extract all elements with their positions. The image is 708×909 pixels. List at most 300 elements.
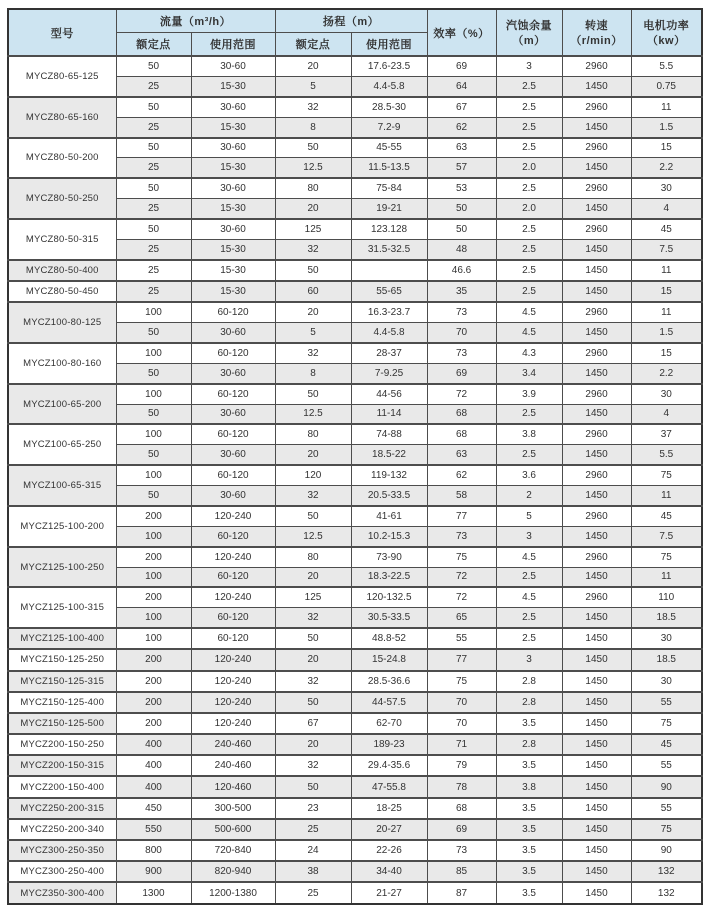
power-cell: 0.75	[631, 76, 702, 96]
flow-rated-cell: 50	[116, 404, 191, 424]
power-cell: 5.5	[631, 56, 702, 76]
head-range-cell: 41-61	[351, 506, 427, 526]
efficiency-cell: 65	[427, 608, 496, 628]
head-range-cell: 11-14	[351, 404, 427, 424]
flow-range-cell: 120-240	[191, 547, 275, 567]
flow-rated-cell: 25	[116, 239, 191, 259]
flow-rated-cell: 100	[116, 465, 191, 485]
efficiency-cell: 50	[427, 219, 496, 239]
npsh-cell: 3	[496, 56, 562, 76]
head-rated-cell: 12.5	[275, 158, 351, 178]
efficiency-cell: 70	[427, 713, 496, 734]
npsh-cell: 2.8	[496, 692, 562, 713]
power-cell: 1.5	[631, 323, 702, 343]
power-cell: 5.5	[631, 445, 702, 465]
efficiency-cell: 68	[427, 424, 496, 444]
table-row	[8, 97, 702, 117]
flow-rated-cell: 200	[116, 713, 191, 734]
table-row	[8, 384, 702, 404]
header-head-range: 使用范围	[351, 33, 427, 57]
table-row	[8, 840, 702, 861]
power-cell: 11	[631, 567, 702, 587]
head-rated-cell: 23	[275, 798, 351, 819]
speed-cell: 1450	[562, 281, 631, 302]
head-rated-cell: 50	[275, 506, 351, 526]
speed-cell: 1450	[562, 76, 631, 96]
npsh-cell: 3.6	[496, 465, 562, 485]
speed-cell: 1450	[562, 567, 631, 587]
head-rated-cell: 60	[275, 281, 351, 302]
head-range-cell: 7-9.25	[351, 363, 427, 383]
speed-cell: 2960	[562, 424, 631, 444]
speed-cell: 1450	[562, 404, 631, 424]
head-rated-cell: 80	[275, 178, 351, 198]
speed-cell: 1450	[562, 363, 631, 383]
efficiency-cell: 85	[427, 861, 496, 882]
table-row	[8, 138, 702, 158]
table-row	[8, 506, 702, 526]
npsh-cell: 3.5	[496, 755, 562, 776]
flow-rated-cell: 50	[116, 97, 191, 117]
power-cell: 30	[631, 384, 702, 404]
head-rated-cell: 32	[275, 239, 351, 259]
efficiency-cell: 72	[427, 567, 496, 587]
power-cell: 90	[631, 776, 702, 797]
head-range-cell: 28.5-30	[351, 97, 427, 117]
power-cell: 110	[631, 587, 702, 607]
flow-range-cell: 60-120	[191, 424, 275, 444]
table-row	[8, 798, 702, 819]
power-cell: 15	[631, 138, 702, 158]
head-rated-cell: 80	[275, 547, 351, 567]
flow-rated-cell: 50	[116, 363, 191, 383]
flow-range-cell: 15-30	[191, 76, 275, 96]
head-rated-cell: 8	[275, 117, 351, 137]
model-cell: MYCZ125-100-250	[8, 547, 116, 588]
power-cell: 7.5	[631, 526, 702, 546]
model-cell: MYCZ150-125-500	[8, 713, 116, 734]
speed-cell: 2960	[562, 465, 631, 485]
npsh-cell: 2	[496, 486, 562, 506]
efficiency-cell: 75	[427, 547, 496, 567]
flow-range-cell: 500-600	[191, 819, 275, 840]
flow-range-cell: 820-940	[191, 861, 275, 882]
head-range-cell: 10.2-15.3	[351, 526, 427, 546]
efficiency-cell: 48	[427, 239, 496, 259]
head-range-cell: 22-26	[351, 840, 427, 861]
npsh-cell: 2.0	[496, 158, 562, 178]
efficiency-cell: 71	[427, 734, 496, 755]
head-rated-cell: 80	[275, 424, 351, 444]
npsh-cell: 4.5	[496, 302, 562, 322]
header-head-group: 扬程（m）	[275, 9, 427, 33]
efficiency-cell: 64	[427, 76, 496, 96]
speed-cell: 1450	[562, 649, 631, 670]
model-cell: MYCZ80-50-200	[8, 138, 116, 179]
table-row	[8, 56, 702, 76]
table-row	[8, 882, 702, 904]
speed-cell: 1450	[562, 117, 631, 137]
model-cell: MYCZ80-50-315	[8, 219, 116, 260]
table-row	[8, 343, 702, 363]
head-range-cell: 17.6-23.5	[351, 56, 427, 76]
flow-rated-cell: 400	[116, 734, 191, 755]
flow-rated-cell: 450	[116, 798, 191, 819]
header-efficiency: 效率（%）	[427, 9, 496, 56]
flow-range-cell: 60-120	[191, 628, 275, 649]
efficiency-cell: 55	[427, 628, 496, 649]
model-cell: MYCZ100-80-125	[8, 302, 116, 343]
table-row	[8, 649, 702, 670]
npsh-cell: 5	[496, 506, 562, 526]
table-row	[8, 260, 702, 281]
efficiency-cell: 67	[427, 97, 496, 117]
speed-cell: 1450	[562, 158, 631, 178]
power-cell: 11	[631, 97, 702, 117]
speed-cell: 2960	[562, 178, 631, 198]
flow-rated-cell: 50	[116, 486, 191, 506]
head-range-cell: 18-25	[351, 798, 427, 819]
npsh-cell: 4.3	[496, 343, 562, 363]
model-cell: MYCZ125-100-200	[8, 506, 116, 547]
flow-range-cell: 120-460	[191, 776, 275, 797]
head-range-cell: 62-70	[351, 713, 427, 734]
flow-range-cell: 120-240	[191, 587, 275, 607]
pump-specifications-table	[7, 8, 703, 905]
npsh-cell: 3.8	[496, 424, 562, 444]
head-range-cell: 31.5-32.5	[351, 239, 427, 259]
flow-range-cell: 15-30	[191, 239, 275, 259]
head-rated-cell: 20	[275, 199, 351, 219]
power-cell: 11	[631, 486, 702, 506]
efficiency-cell: 68	[427, 798, 496, 819]
npsh-cell: 2.0	[496, 199, 562, 219]
flow-rated-cell: 100	[116, 302, 191, 322]
table-row	[8, 713, 702, 734]
head-rated-cell: 12.5	[275, 526, 351, 546]
model-cell: MYCZ350-300-400	[8, 882, 116, 904]
model-cell: MYCZ300-250-350	[8, 840, 116, 861]
power-cell: 30	[631, 178, 702, 198]
power-cell: 75	[631, 819, 702, 840]
npsh-cell: 3.5	[496, 882, 562, 904]
table-row	[8, 861, 702, 882]
head-range-cell: 47-55.8	[351, 776, 427, 797]
flow-range-cell: 30-60	[191, 219, 275, 239]
power-cell: 45	[631, 734, 702, 755]
header-power	[631, 9, 702, 56]
head-rated-cell: 32	[275, 755, 351, 776]
flow-range-cell: 60-120	[191, 526, 275, 546]
flow-range-cell: 30-60	[191, 445, 275, 465]
speed-cell: 2960	[562, 384, 631, 404]
model-cell: MYCZ80-50-250	[8, 178, 116, 219]
npsh-cell: 3.5	[496, 840, 562, 861]
flow-range-cell: 120-240	[191, 649, 275, 670]
table-row	[8, 281, 702, 302]
table-row	[8, 819, 702, 840]
flow-rated-cell: 800	[116, 840, 191, 861]
head-range-cell: 119-132	[351, 465, 427, 485]
speed-cell: 1450	[562, 486, 631, 506]
flow-rated-cell: 200	[116, 671, 191, 692]
table-body	[8, 56, 702, 904]
npsh-cell: 4.5	[496, 547, 562, 567]
table-row	[8, 587, 702, 607]
flow-range-cell: 60-120	[191, 608, 275, 628]
speed-cell: 2960	[562, 138, 631, 158]
efficiency-cell: 68	[427, 404, 496, 424]
head-range-cell: 123.128	[351, 219, 427, 239]
efficiency-cell: 58	[427, 486, 496, 506]
power-cell: 30	[631, 671, 702, 692]
power-cell: 45	[631, 219, 702, 239]
npsh-cell: 2.5	[496, 628, 562, 649]
speed-cell: 1450	[562, 199, 631, 219]
power-cell: 55	[631, 798, 702, 819]
flow-range-cell: 15-30	[191, 117, 275, 137]
model-cell: MYCZ250-200-315	[8, 798, 116, 819]
head-range-cell: 20.5-33.5	[351, 486, 427, 506]
head-rated-cell: 120	[275, 465, 351, 485]
speed-cell: 1450	[562, 713, 631, 734]
head-range-cell: 28-37	[351, 343, 427, 363]
power-cell: 37	[631, 424, 702, 444]
header-flow-group: 流量（m³/h）	[116, 9, 275, 33]
speed-cell: 1450	[562, 260, 631, 281]
npsh-cell: 2.5	[496, 567, 562, 587]
table-row	[8, 628, 702, 649]
head-rated-cell: 50	[275, 384, 351, 404]
npsh-cell: 2.5	[496, 608, 562, 628]
power-cell: 132	[631, 882, 702, 904]
head-rated-cell: 20	[275, 445, 351, 465]
speed-cell: 1450	[562, 692, 631, 713]
head-range-cell: 21-27	[351, 882, 427, 904]
model-cell: MYCZ100-65-200	[8, 384, 116, 425]
head-range-cell: 4.4-5.8	[351, 76, 427, 96]
head-rated-cell: 20	[275, 567, 351, 587]
head-range-cell	[351, 260, 427, 281]
table-row	[8, 692, 702, 713]
efficiency-cell: 63	[427, 138, 496, 158]
power-cell: 132	[631, 861, 702, 882]
npsh-cell: 2.5	[496, 404, 562, 424]
model-cell: MYCZ200-150-250	[8, 734, 116, 755]
model-cell: MYCZ80-65-125	[8, 56, 116, 97]
efficiency-cell: 73	[427, 343, 496, 363]
flow-rated-cell: 50	[116, 178, 191, 198]
npsh-cell: 2.5	[496, 219, 562, 239]
head-range-cell: 34-40	[351, 861, 427, 882]
flow-rated-cell: 200	[116, 547, 191, 567]
speed-cell: 1450	[562, 628, 631, 649]
npsh-cell: 2.5	[496, 239, 562, 259]
power-cell: 90	[631, 840, 702, 861]
head-rated-cell: 20	[275, 302, 351, 322]
head-range-cell: 18.5-22	[351, 445, 427, 465]
header-speed-line1: 转速	[585, 20, 609, 32]
flow-range-cell: 120-240	[191, 713, 275, 734]
flow-range-cell: 120-240	[191, 692, 275, 713]
speed-cell: 1450	[562, 755, 631, 776]
head-rated-cell: 50	[275, 628, 351, 649]
head-rated-cell: 67	[275, 713, 351, 734]
table-row	[8, 178, 702, 198]
flow-range-cell: 30-60	[191, 323, 275, 343]
head-range-cell: 189-23	[351, 734, 427, 755]
speed-cell: 2960	[562, 219, 631, 239]
power-cell: 18.5	[631, 608, 702, 628]
header-flow-rated: 额定点	[116, 33, 191, 57]
flow-range-cell: 30-60	[191, 97, 275, 117]
efficiency-cell: 69	[427, 819, 496, 840]
efficiency-cell: 70	[427, 692, 496, 713]
model-cell: MYCZ250-200-340	[8, 819, 116, 840]
npsh-cell: 2.5	[496, 260, 562, 281]
head-rated-cell: 50	[275, 138, 351, 158]
head-rated-cell: 50	[275, 776, 351, 797]
npsh-cell: 2.5	[496, 76, 562, 96]
flow-range-cell: 720-840	[191, 840, 275, 861]
flow-range-cell: 30-60	[191, 486, 275, 506]
model-cell: MYCZ100-80-160	[8, 343, 116, 384]
efficiency-cell: 69	[427, 363, 496, 383]
efficiency-cell: 77	[427, 649, 496, 670]
speed-cell: 2960	[562, 506, 631, 526]
speed-cell: 1450	[562, 671, 631, 692]
table-row	[8, 424, 702, 444]
flow-rated-cell: 100	[116, 384, 191, 404]
flow-range-cell: 30-60	[191, 404, 275, 424]
speed-cell: 1450	[562, 882, 631, 904]
speed-cell: 1450	[562, 861, 631, 882]
head-rated-cell: 25	[275, 819, 351, 840]
table-row	[8, 671, 702, 692]
model-cell: MYCZ300-250-400	[8, 861, 116, 882]
table-row	[8, 219, 702, 239]
speed-cell: 1450	[562, 776, 631, 797]
head-rated-cell: 50	[275, 692, 351, 713]
flow-range-cell: 300-500	[191, 798, 275, 819]
flow-range-cell: 60-120	[191, 465, 275, 485]
speed-cell: 1450	[562, 323, 631, 343]
efficiency-cell: 62	[427, 465, 496, 485]
head-range-cell: 45-55	[351, 138, 427, 158]
npsh-cell: 3.5	[496, 819, 562, 840]
table-row	[8, 734, 702, 755]
head-rated-cell: 25	[275, 882, 351, 904]
head-range-cell: 55-65	[351, 281, 427, 302]
head-range-cell: 16.3-23.7	[351, 302, 427, 322]
speed-cell: 1450	[562, 819, 631, 840]
model-cell: MYCZ150-125-315	[8, 671, 116, 692]
speed-cell: 2960	[562, 56, 631, 76]
flow-rated-cell: 25	[116, 158, 191, 178]
power-cell: 1.5	[631, 117, 702, 137]
npsh-cell: 3.5	[496, 713, 562, 734]
speed-cell: 1450	[562, 445, 631, 465]
head-rated-cell: 8	[275, 363, 351, 383]
header-flow-range: 使用范围	[191, 33, 275, 57]
speed-cell: 2960	[562, 302, 631, 322]
head-range-cell: 7.2-9	[351, 117, 427, 137]
head-range-cell: 29.4-35.6	[351, 755, 427, 776]
efficiency-cell: 73	[427, 526, 496, 546]
table-row	[8, 547, 702, 567]
power-cell: 4	[631, 404, 702, 424]
speed-cell: 2960	[562, 587, 631, 607]
model-cell: MYCZ125-100-315	[8, 587, 116, 628]
power-cell: 18.5	[631, 649, 702, 670]
flow-range-cell: 60-120	[191, 567, 275, 587]
flow-rated-cell: 900	[116, 861, 191, 882]
efficiency-cell: 53	[427, 178, 496, 198]
model-cell: MYCZ100-65-250	[8, 424, 116, 465]
header-model: 型号	[8, 9, 116, 56]
efficiency-cell: 87	[427, 882, 496, 904]
npsh-cell: 2.5	[496, 97, 562, 117]
efficiency-cell: 70	[427, 323, 496, 343]
flow-range-cell: 120-240	[191, 506, 275, 526]
model-cell: MYCZ200-150-400	[8, 776, 116, 797]
head-range-cell: 20-27	[351, 819, 427, 840]
flow-rated-cell: 100	[116, 424, 191, 444]
flow-range-cell: 15-30	[191, 158, 275, 178]
npsh-cell: 3.8	[496, 776, 562, 797]
power-cell: 4	[631, 199, 702, 219]
head-range-cell: 18.3-22.5	[351, 567, 427, 587]
head-range-cell: 75-84	[351, 178, 427, 198]
npsh-cell: 3.5	[496, 798, 562, 819]
npsh-cell: 2.8	[496, 734, 562, 755]
model-cell: MYCZ100-65-315	[8, 465, 116, 506]
header-npsh-line2: （m）	[512, 35, 546, 47]
efficiency-cell: 50	[427, 199, 496, 219]
flow-rated-cell: 200	[116, 587, 191, 607]
flow-rated-cell: 25	[116, 199, 191, 219]
power-cell: 11	[631, 302, 702, 322]
efficiency-cell: 57	[427, 158, 496, 178]
speed-cell: 1450	[562, 526, 631, 546]
npsh-cell: 3	[496, 526, 562, 546]
efficiency-cell: 63	[427, 445, 496, 465]
efficiency-cell: 35	[427, 281, 496, 302]
flow-range-cell: 30-60	[191, 178, 275, 198]
header-head-rated: 额定点	[275, 33, 351, 57]
head-rated-cell: 5	[275, 76, 351, 96]
speed-cell: 1450	[562, 734, 631, 755]
efficiency-cell: 69	[427, 56, 496, 76]
npsh-cell: 3.5	[496, 861, 562, 882]
flow-range-cell: 30-60	[191, 363, 275, 383]
npsh-cell: 4.5	[496, 323, 562, 343]
head-rated-cell: 12.5	[275, 404, 351, 424]
head-rated-cell: 32	[275, 608, 351, 628]
head-range-cell: 44-57.5	[351, 692, 427, 713]
power-cell: 75	[631, 465, 702, 485]
model-cell: MYCZ80-65-160	[8, 97, 116, 138]
head-rated-cell: 38	[275, 861, 351, 882]
flow-rated-cell: 25	[116, 117, 191, 137]
npsh-cell: 2.5	[496, 138, 562, 158]
power-cell: 75	[631, 547, 702, 567]
flow-rated-cell: 50	[116, 445, 191, 465]
efficiency-cell: 77	[427, 506, 496, 526]
head-rated-cell: 20	[275, 56, 351, 76]
flow-rated-cell: 25	[116, 281, 191, 302]
flow-rated-cell: 1300	[116, 882, 191, 904]
